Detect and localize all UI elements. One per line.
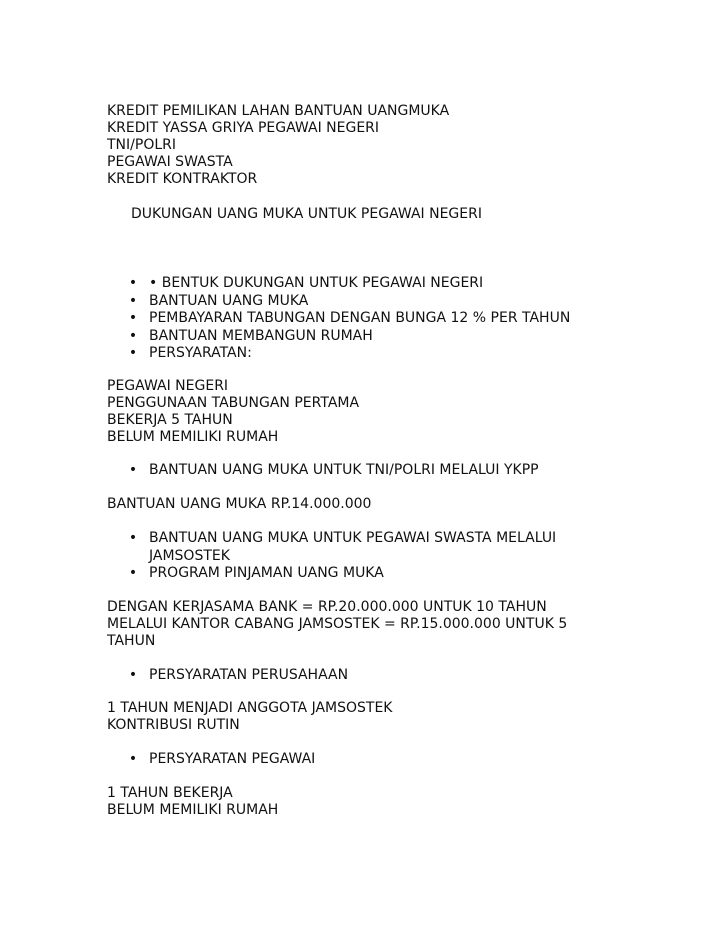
list-item — [107, 328, 707, 346]
header-line: KREDIT PEMILIKAN LAHAN BANTUAN UANGMUKA — [107, 103, 450, 119]
spacer — [107, 650, 707, 667]
spacer — [107, 513, 707, 530]
spacer — [107, 734, 707, 751]
tni-list — [107, 462, 707, 480]
list-item — [107, 310, 707, 328]
list-item — [107, 462, 707, 480]
requirement-line: BEKERJA 5 TAHUN — [107, 411, 233, 428]
employee-requirement-list — [107, 751, 707, 769]
list-item-text: BANTUAN UANG MUKA UNTUK TNI/POLRI MELALUI YKPP — [149, 461, 539, 478]
list-item — [107, 345, 707, 363]
bullet-icon: • — [128, 751, 138, 767]
employee-requirements — [107, 785, 707, 819]
requirement-line: PENGGUNAAN TABUNGAN PERTAMA — [107, 394, 360, 411]
loan-details — [107, 599, 602, 650]
bullet-icon: • — [128, 345, 138, 361]
list-item-text: PERSYARATAN PERUSAHAAN — [149, 666, 349, 683]
bullet-icon: • — [128, 530, 138, 546]
private-employee-list — [107, 530, 607, 583]
list-item — [107, 275, 707, 293]
header-line: KREDIT YASSA GRIYA PEGAWAI NEGERI — [107, 120, 380, 136]
spacer — [107, 583, 707, 599]
list-item-text: PERSYARATAN PEGAWAI — [149, 751, 316, 767]
bullet-icon: • — [128, 310, 138, 326]
list-item — [107, 530, 607, 565]
list-item — [107, 293, 707, 311]
list-item-text: • BENTUK DUKUNGAN UNTUK PEGAWAI NEGERI — [149, 275, 484, 291]
header-block — [107, 103, 707, 188]
civil-servant-requirements — [107, 378, 707, 446]
header-line: TNI/POLRI — [107, 137, 176, 153]
bullet-icon: • — [128, 275, 138, 291]
list-item-text: BANTUAN UANG MUKA UNTUK PEGAWAI SWASTA MELALUI JAMSOSTEK — [149, 530, 557, 564]
bullet-icon: • — [128, 666, 138, 683]
header-line: KREDIT KONTRAKTOR — [107, 171, 258, 187]
tni-amount: BANTUAN UANG MUKA RP.14.000.000 — [107, 496, 372, 512]
bullet-icon: • — [128, 565, 138, 581]
header-line: PEGAWAI SWASTA — [107, 154, 233, 170]
requirement-line: KONTRIBUSI RUTIN — [107, 717, 240, 733]
requirement-line: 1 TAHUN MENJADI ANGGOTA JAMSOSTEK — [107, 700, 393, 716]
list-item-text: BANTUAN MEMBANGUN RUMAH — [149, 327, 373, 344]
spacer — [107, 188, 707, 206]
spacer — [107, 446, 707, 462]
spacer — [107, 769, 707, 785]
spacer — [107, 223, 707, 275]
loan-line: DENGAN KERJASAMA BANK = RP.20.000.000 UNTUK 10 TAHUN — [107, 598, 547, 615]
support-list — [107, 275, 707, 363]
bullet-icon: • — [128, 327, 138, 344]
requirement-line: PEGAWAI NEGERI — [107, 377, 229, 394]
requirement-line: 1 TAHUN BEKERJA — [107, 784, 233, 801]
bullet-icon: • — [128, 461, 138, 478]
requirement-line: BELUM MEMILIKI RUMAH — [107, 428, 279, 445]
list-item — [107, 751, 707, 769]
company-requirements — [107, 700, 707, 734]
requirement-line: BELUM MEMILIKI RUMAH — [107, 801, 279, 818]
loan-line: MELALUI KANTOR CABANG JAMSOSTEK = RP.15.000.000 UNTUK 5 TAHUN — [107, 615, 572, 649]
list-item-text: PERSYARATAN: — [149, 345, 252, 361]
bullet-icon: • — [128, 292, 138, 309]
document-body — [107, 103, 707, 819]
list-item — [107, 667, 707, 685]
spacer — [107, 684, 707, 700]
list-item — [107, 565, 607, 583]
spacer — [107, 363, 707, 378]
list-item-text: PROGRAM PINJAMAN UANG MUKA — [149, 565, 384, 581]
list-item-text: BANTUAN UANG MUKA — [149, 292, 309, 309]
section-subtitle: DUKUNGAN UANG MUKA UNTUK PEGAWAI NEGERI — [131, 206, 482, 222]
spacer — [107, 479, 707, 496]
list-item-text: PEMBAYARAN TABUNGAN DENGAN BUNGA 12 % PER TAHUN — [149, 310, 571, 326]
company-requirement-list — [107, 667, 707, 685]
